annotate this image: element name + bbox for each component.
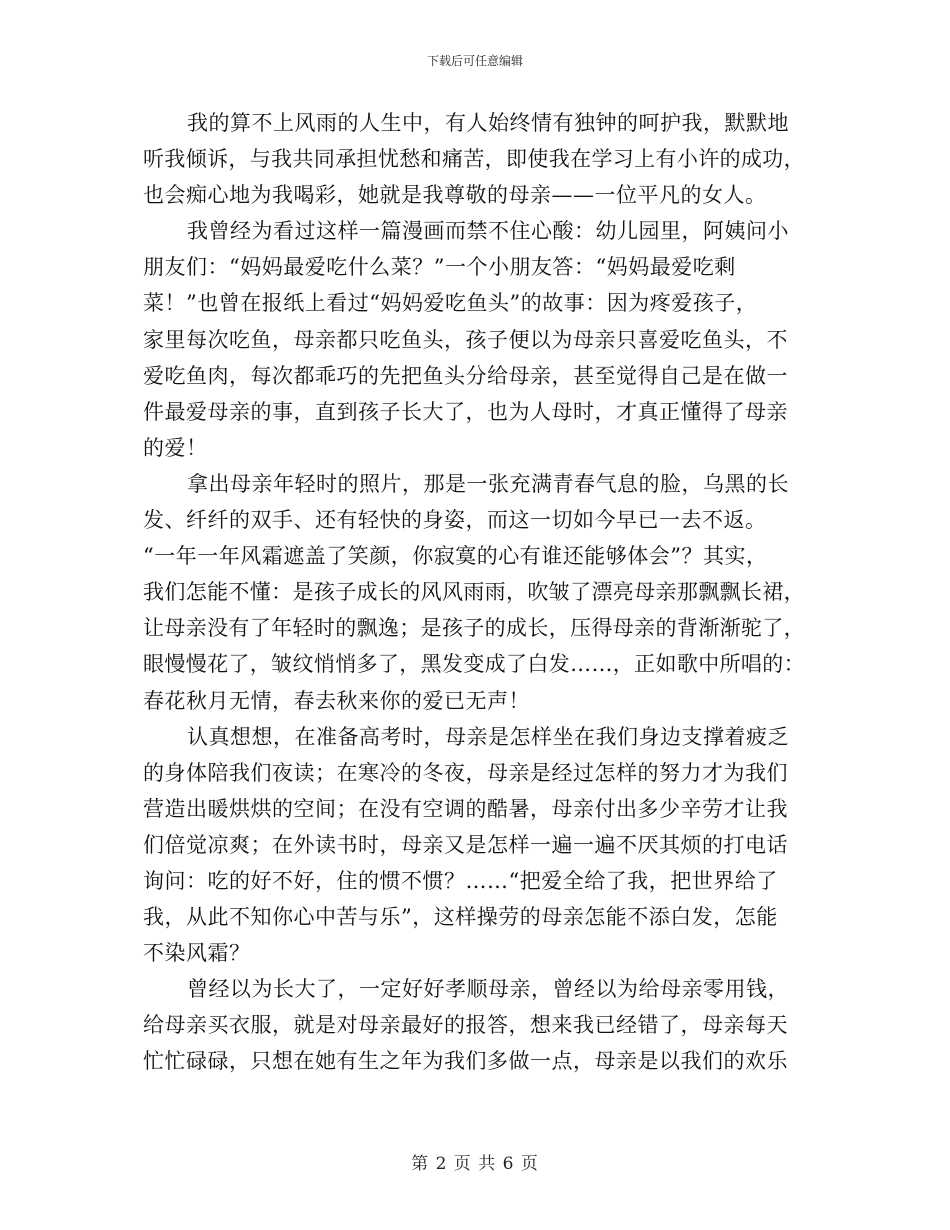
paragraph-line: 春花秋月无情，春去秋来你的爱已无声！ [143,688,530,713]
paragraph-line: 们倍觉凉爽；在外读书时，母亲又是怎样一遍一遍不厌其烦的打电话 [143,832,788,857]
document-body [143,105,805,1080]
paragraph-line: 不染风霜？ [143,941,251,966]
paragraph-line: 我的算不上风雨的人生中，有人始终情有独钟的呵护我，默默地 [187,111,789,135]
paragraph-line: 忙忙碌碌，只想在她有生之年为我们多做一点，母亲是以我们的欢乐 [143,1049,788,1074]
paragraph-line: 我曾经为看过这样一篇漫画而禁不住心酸：幼儿园里，阿姨问小 [187,219,789,244]
paragraph-line: 爱吃鱼肉，每次都乖巧的先把鱼头分给母亲，甚至觉得自己是在做一 [143,363,788,388]
paragraph-line: 询问：吃的好不好，住的惯不惯？……“把爱全给了我，把世界给了 [143,868,778,893]
paragraph-line: 让母亲没有了年轻时的飘逸；是孩子的成长，压得母亲的背渐渐驼了， [143,616,805,641]
paragraph-line: 给母亲买衣服，就是对母亲最好的报答，想来我已经错了，母亲每天 [143,1013,788,1038]
paragraph-line: 我，从此不知你心中苦与乐”，这样操劳的母亲怎能不添白发，怎能 [143,905,778,930]
paragraph-line: 拿出母亲年轻时的照片，那是一张充满青春气息的脸，乌黑的长 [187,471,789,496]
paragraph-line: 发、纤纤的双手、还有轻快的身姿，而这一切如今早已一去不返。 [143,508,767,533]
paragraph-line: 的爱！ [143,435,208,460]
paragraph-line: 菜！”也曾在报纸上看过“妈妈爱吃鱼头”的故事：因为疼爱孩子， [143,291,758,316]
paragraph-line: 也会痴心地为我喝彩，她就是我尊敬的母亲——一位平凡的女人。 [143,183,767,208]
paragraph-line: 件最爱母亲的事，直到孩子长大了，也为人母时，才真正懂得了母亲 [143,399,788,424]
paragraph-line: 的身体陪我们夜读；在寒冷的冬夜，母亲是经过怎样的努力才为我们 [143,760,788,785]
paragraph-line: 营造出暖烘烘的空间；在没有空调的酷暑，母亲付出多少辛劳才让我 [143,796,788,821]
paragraph-line: 朋友们：“妈妈最爱吃什么菜？”一个小朋友答：“妈妈最爱吃剩 [143,255,736,280]
paragraph-line: “一年一年风霜遮盖了笑颜，你寂寞的心有谁还能够体会”？其实， [143,544,768,569]
paragraph-line: 曾经以为长大了，一定好好孝顺母亲，曾经以为给母亲零用钱， [187,977,789,1002]
paragraph-line: 认真想想，在准备高考时，母亲是怎样坐在我们身边支撑着疲乏 [187,724,789,749]
paragraph-line: 家里每次吃鱼，母亲都只吃鱼头，孩子便以为母亲只喜爱吃鱼头，不 [143,327,788,352]
paragraph-line: 我们怎能不懂：是孩子成长的风风雨雨，吹皱了漂亮母亲那飘飘长裙， [143,580,805,605]
page-header-note: 下载后可任意编辑 [426,54,523,68]
paragraph-line: 眼慢慢花了，皱纹悄悄多了，黑发变成了白发……，正如歌中所唱的： [143,652,805,677]
page-number-footer: 第 2 页 共 6 页 [411,1154,539,1174]
paragraph-line: 听我倾诉，与我共同承担忧愁和痛苦，即使我在学习上有小许的成功， [143,147,805,172]
